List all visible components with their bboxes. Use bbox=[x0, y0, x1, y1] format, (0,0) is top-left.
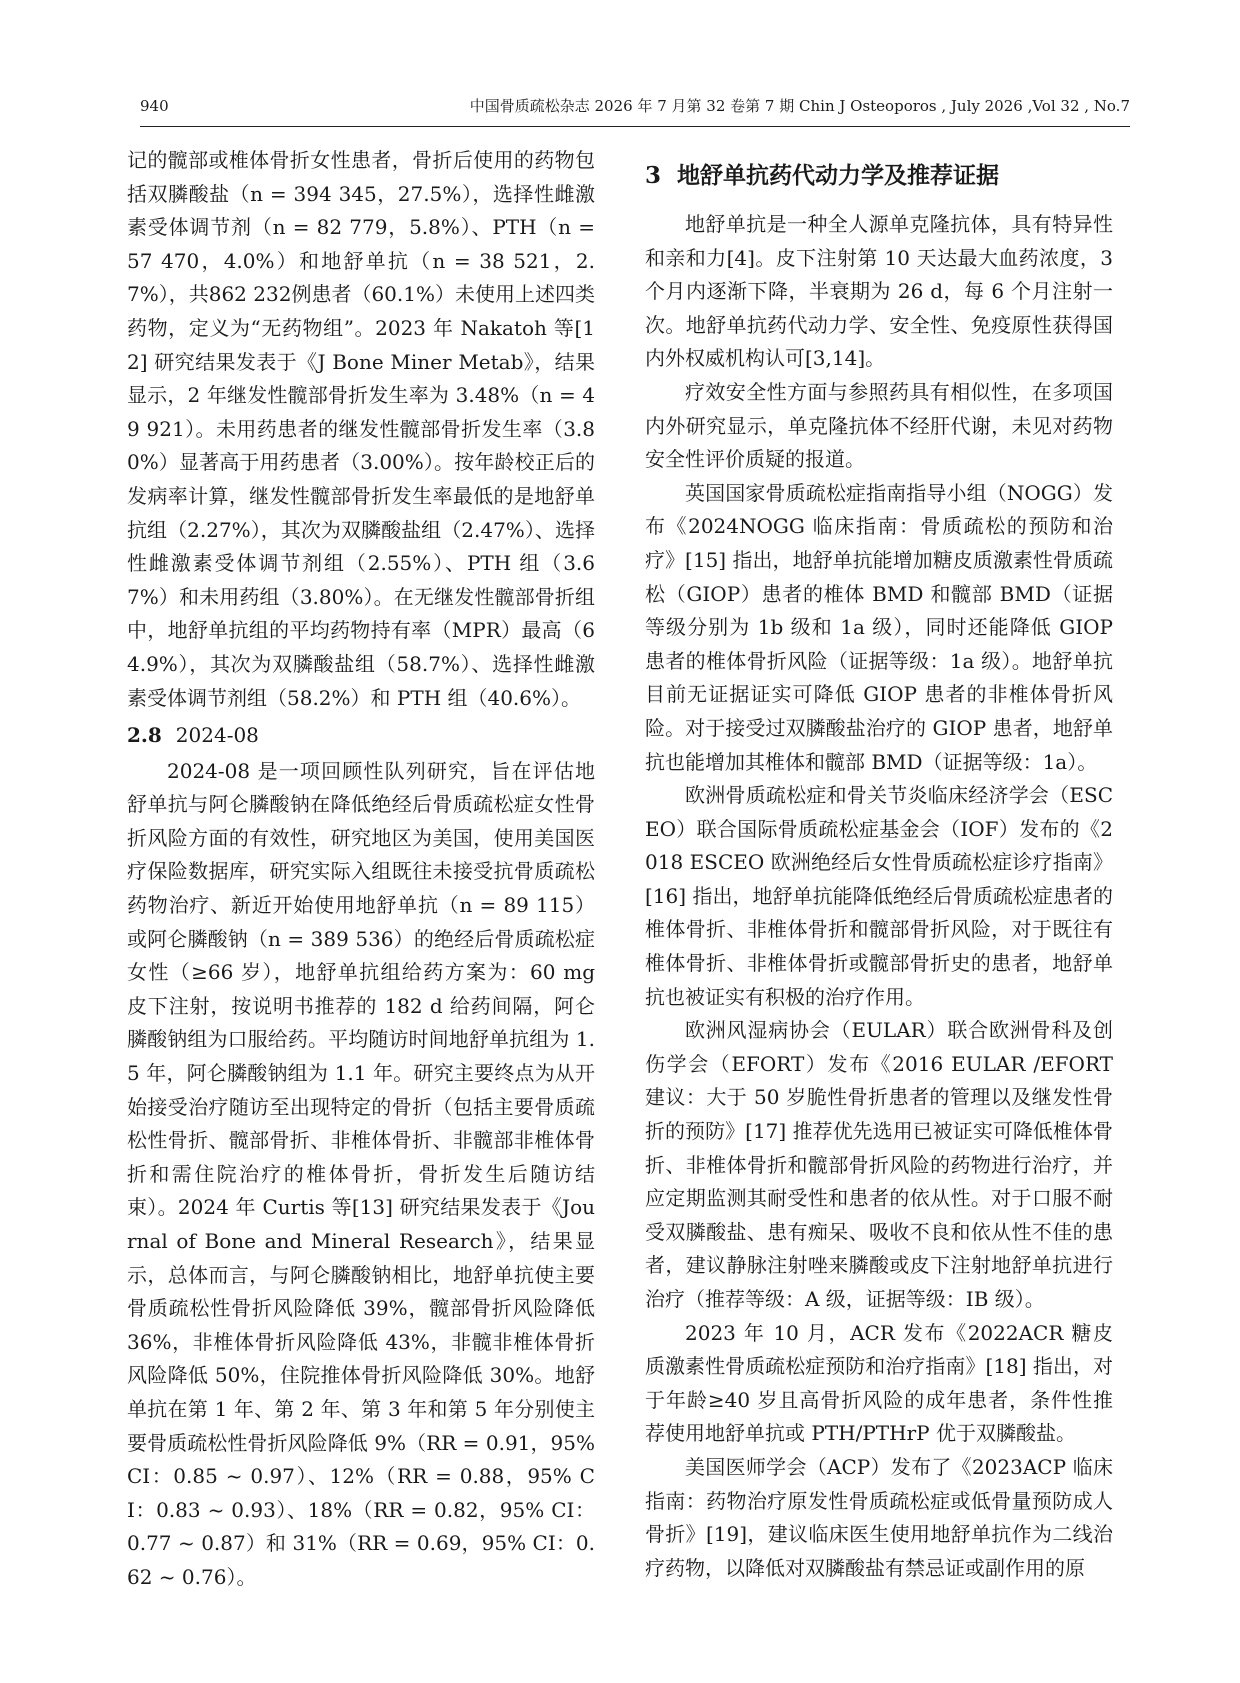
paragraph: 2024-08 是一项回顾性队列研究，旨在评估地舒单抗与阿仑膦酸钠在降低绝经后骨质疏松症女性骨折风险方面的有效性，研究地区为美国，使用美国医疗保险数据库，研究实际入组既往未接受抗骨质疏松药物治疗、新近开始使用地舒单抗（n = 89 115）或阿仑膦酸钠（n = 389 536）的绝经后骨质疏松症女性（≥66 岁），地舒单抗组给药方案为：60 mg 皮下注射，按说明书推荐的 182 d 给药间隔，阿仑膦酸钠组为口服给药。平均随访时间地舒单抗组为 1.5 年，阿仑膦酸钠组为 1.1 年。研究主要终点为从开始接受治疗随访至出现特定的骨折（包括主要骨质疏松性骨折、髋部骨折、非椎体骨折、非髋部非椎体骨折和需住院治疗的椎体骨折，骨折发生后随访结束）。2024 年 Curtis 等[13] 研究结果发表于《Journal of Bone and Mineral Research》，结果显示，总体而言，与阿仑膦酸钠相比，地舒单抗使主要骨质疏松性骨折风险降低 39%，髋部骨折风险降低 36%，非椎体骨折风险降低 43%，非髋非椎体骨折风险降低 50%，住院推体骨折风险降低 30%。地舒单抗在第 1 年、第 2 年、第 3 年和第 5 年分别使主要骨质疏松性骨折风险降低 9%（RR = 0.91，95% CI：0.85 ~ 0.97）、12%（RR = 0.88，95% CI：0.83 ~ 0.93）、18%（RR = 0.82，95% CI：0.77 ~ 0.87）和 31%（RR = 0.69，95% CI：0.62 ~ 0.76）。 bbox=[127, 758, 595, 1589]
paragraph: 2023 年 10 月，ACR 发布《2022ACR 糖皮质激素性骨质疏松症预防和治疗指南》[18] 指出，对于年龄≥40 岁且高骨折风险的成年患者，条件性推荐使用地舒单抗或 PTH/PTHrP 优于双膦酸盐。 bbox=[645, 1320, 1113, 1446]
paragraph: 地舒单抗是一种全人源单克隆抗体，具有特异性和亲和力[4]。皮下注射第 10 天达最大血药浓度，3 个月内逐渐下降，半衰期为 26 d，每 6 个月注射一次。地舒单抗药代动力学、安全性、免疫原性获得国内外权威机构认可[3,14]。 bbox=[645, 212, 1113, 371]
subsection-heading bbox=[127, 719, 595, 753]
paragraph: 英国国家骨质疏松症指南指导小组（NOGG）发布《2024NOGG 临床指南：骨质疏松的预防和治疗》[15] 指出，地舒单抗能增加糖皮质激素性骨质疏松（GIOP）患者的椎体 BMD 和髋部 BMD（证据等级分别为 1b 级和 1a 级），同时还能降低 GIOP 患者的椎体骨折风险（证据等级：1a 级）。地舒单抗目前无证据证实可降低 GIOP 患者的非椎体骨折风险。对于接受过双膦酸盐治疗的 GIOP 患者，地舒单抗也能增加其椎体和髋部 BMD（证据等级：1a）。 bbox=[645, 480, 1113, 774]
paragraph: 欧洲骨质疏松症和骨关节炎临床经济学会（ESCEO）联合国际骨质疏松症基金会（IOF）发布的《2018 ESCEO 欧洲绝经后女性骨质疏松症诊疗指南》[16] 指出，地舒单抗能降低绝经后骨质疏松症患者的椎体骨折、非椎体骨折和髋部骨折风险，对于既往有椎体骨折、非椎体骨折或髋部骨折史的患者，地舒单抗也被证实有积极的治疗作用。 bbox=[645, 783, 1113, 1009]
section-heading bbox=[645, 158, 1113, 194]
paragraph: 记的髋部或椎体骨折女性患者，骨折后使用的药物包括双膦酸盐（n = 394 345，27.5%），选择性雌激素受体调节剂（n = 82 779，5.8%）、PTH（n = 57 470，4.0%）和地舒单抗（n = 38 521，2.7%），共862 232例患者（60.1%）未使用上述四类药物，定义为“无药物组”。2023 年 Nakatoh 等[12] 研究结果发表于《J Bone Miner Metab》，结果显示，2 年继发性髋部骨折发生率为 3.48%（n = 49 921）。未用药患者的继发性髋部骨折发生率（3.80%）显著高于用药患者（3.00%）。按年龄校正后的发病率计算，继发性髋部骨折发生率最低的是地舒单抗组（2.27%），其次为双膦酸盐组（2.47%）、选择性雌激素受体调节剂组（2.55%）、PTH 组（3.67%）和未用药组（3.80%）。在无继发性髋部骨折组中，地舒单抗组的平均药物持有率（MPR）最高（64.9%），其次为双膦酸盐组（58.7%）、选择性雌激素受体调节剂组（58.2%）和 PTH 组（40.6%）。 bbox=[127, 148, 595, 710]
section-title: 地舒单抗药代动力学及推荐证据 bbox=[677, 162, 1000, 189]
journal-citation: 中国骨质疏松杂志 2026 年 7 月第 32 卷第 7 期 Chin J Osteoporos , July 2026 ,Vol 32 , No.7 bbox=[469, 97, 1130, 115]
right-column bbox=[645, 144, 1113, 1585]
subsection-number: 2.8 bbox=[127, 723, 162, 748]
paragraph: 欧洲风湿病协会（EULAR）联合欧洲骨科及创伤学会（EFORT）发布《2016 EULAR /EFORT 建议：大于 50 岁脆性骨折患者的管理以及继发性骨折的预防》[17] 推荐优先选用已被证实可降低椎体骨折、非椎体骨折和髋部骨折风险的药物进行治疗，并应定期监测其耐受性和患者的依从性。对于口服不耐受双膦酸盐、患有痴呆、吸收不良和依从性不佳的患者，建议静脉注射唑来膦酸或皮下注射地舒单抗进行治疗（推荐等级：A 级，证据等级：IB 级）。 bbox=[645, 1018, 1113, 1311]
subsection-title: 2024-08 bbox=[175, 723, 259, 748]
left-column bbox=[127, 144, 595, 1595]
section-number: 3 bbox=[645, 162, 662, 189]
running-header bbox=[140, 86, 1130, 127]
page-number: 940 bbox=[140, 97, 169, 115]
paragraph: 疗效安全性方面与参照药具有相似性，在多项国内外研究显示，单克隆抗体不经肝代谢，未见对药物安全性评价质疑的报道。 bbox=[645, 379, 1113, 472]
paragraph: 美国医师学会（ACP）发布了《2023ACP 临床指南：药物治疗原发性骨质疏松症或低骨量预防成人骨折》[19]，建议临床医生使用地舒单抗作为二线治疗药物，以降低对双膦酸盐有禁忌证或副作用的原 bbox=[645, 1454, 1113, 1580]
